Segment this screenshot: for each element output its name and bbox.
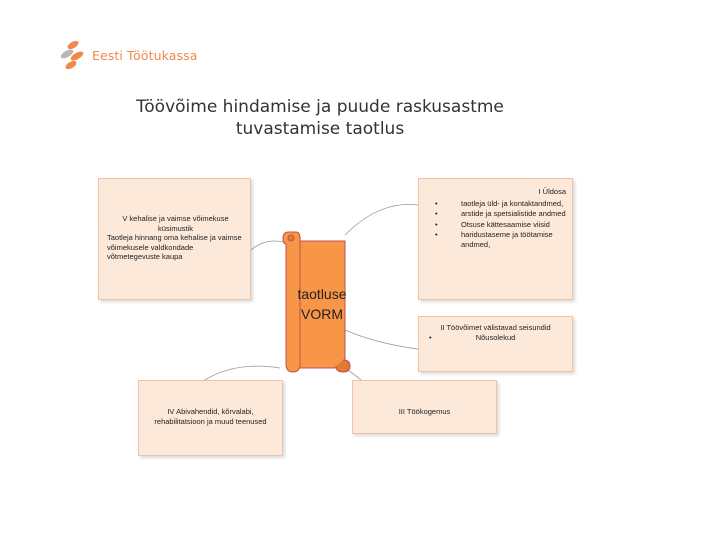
section-iv-label: IV Abivahendid, kõrvalabi, rehabilitatsioon ja muud teenused [154,407,267,426]
logo-text: Eesti Töötukassa [92,47,198,63]
list-item: • arstide ja spetsialistide andmed [435,209,566,219]
center-label-line-2: VORM [301,306,343,322]
center-label-line-1: taotluse [297,286,347,302]
list-item: • taotleja üld- ja kontaktandmed, [435,199,566,209]
section-ii-bullet: • [429,332,432,342]
section-iv-box [138,380,283,456]
section-i-heading: I Üldosa [538,187,566,196]
section-iii-label: III Töökogemus [398,407,451,416]
section-i-list [425,199,566,250]
center-label [282,284,362,324]
section-v-box [98,178,251,300]
section-v-body: Taotleja hinnang oma kehalise ja vaimse võimekusele valdkondade võtmetegevuste kaupa [107,233,242,261]
list-item: • Otsuse kättesaamise viisid [435,220,566,230]
section-iii-box [352,380,497,434]
section-v-heading: V kehalise ja vaimse võimekuse küsimustik [122,214,229,233]
connector-ii [345,330,426,350]
connector-i [345,204,418,235]
section-ii-row [425,333,566,343]
title-line-1: Töövõime hindamise ja puude raskusastme [136,97,504,117]
section-ii-line-1: II Töövõimet välistavad seisundid [440,323,551,332]
section-i-box [418,178,573,300]
list-item: • haridustaseme ja töötamise andmed, [435,230,566,249]
section-ii-line-2: Nõusolekud [475,332,516,342]
section-ii-box [418,316,573,372]
title-line-2: tuvastamise taotlus [235,119,405,139]
connector-v [251,241,283,250]
